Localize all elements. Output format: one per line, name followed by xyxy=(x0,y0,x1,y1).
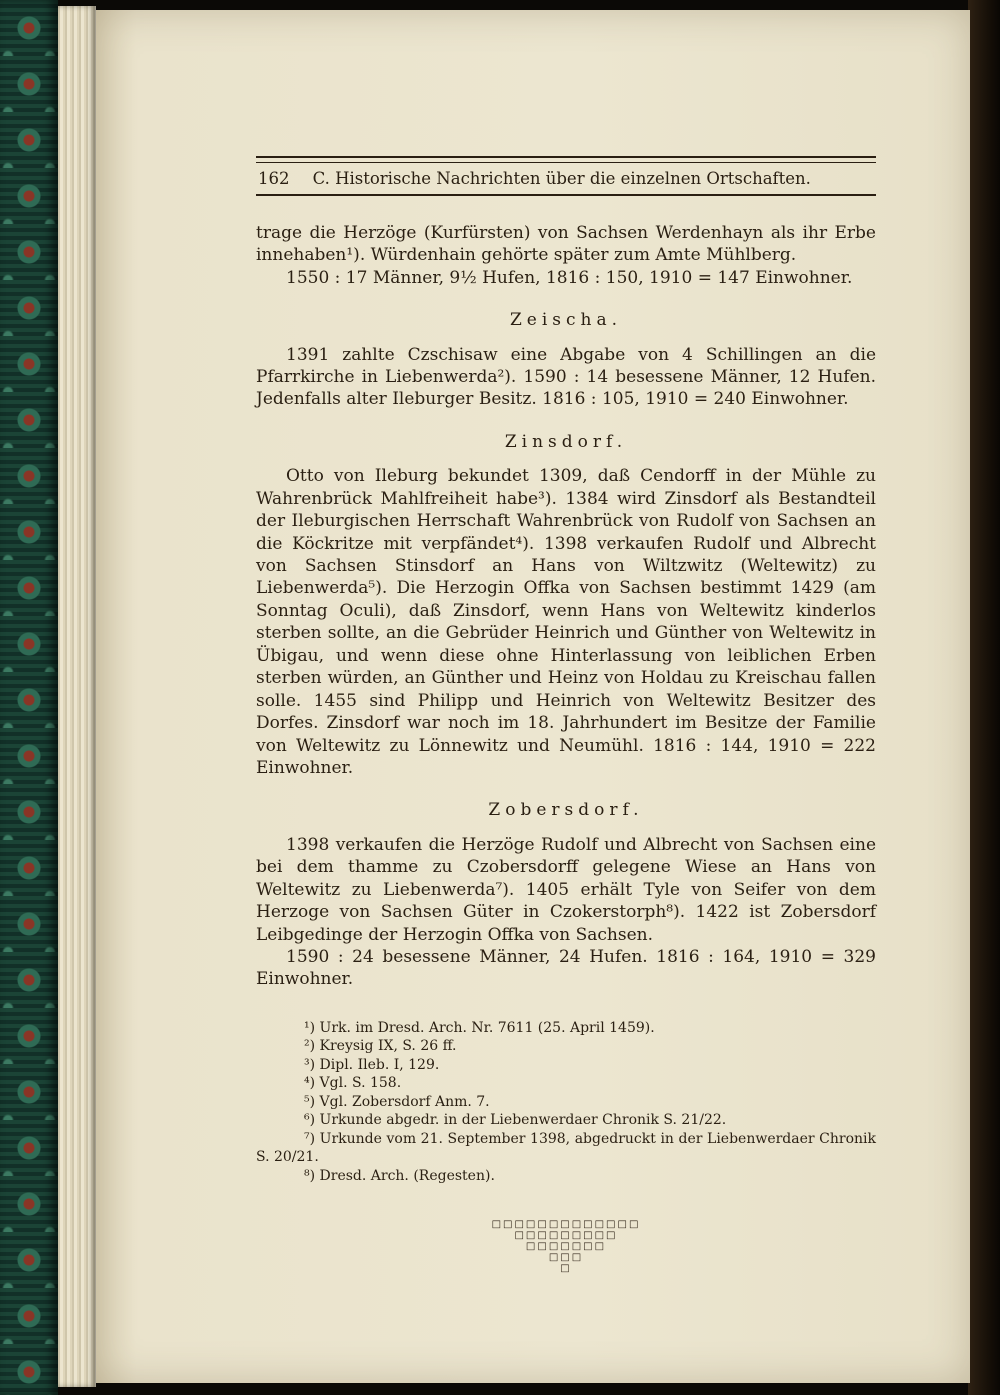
ornament-row: □□□□□□□ xyxy=(525,1241,607,1253)
section-heading-zinsdorf: Zinsdorf. xyxy=(504,431,628,452)
intro-stats-line: 1550 : 17 Männer, 9½ Hufen, 1816 : 150, 1910 = 147 Einwohner. xyxy=(286,267,853,288)
paragraph-zinsdorf: Otto von Ileburg bekundet 1309, daß Cendorff in der Mühle zu Wahrenbrück Mahlfreiheit habe³). 1384 wird Zinsdorf als Bestandteil der Ileburgischen Herrschaft Wahrenbrück von Rudolf von Sachsen an die Köckritze mit verpfändet⁴). 1398 verkaufen Rudolf und Albrecht von Sachsen Stinsdorf an Hans von Wiltzwitz (Weltewitz) zu Liebenwerda⁵). Die Herzogin Offka von Sachsen bestimmt 1429 (am Sonntag Oculi), daß Zinsdorf, wenn Hans von Weltewitz kinderlos sterben sollte, an die Gebrüder Heinrich und Günther von Weltewitz in Übigau, und wenn diese ohne Hinterlassung von leiblichen Erben sterben würden, an Günther und Heinz von Holdau zu Kreischau fallen solle. 1455 sind Philipp und Heinrich von Weltewitz Besitzer des Dorfes. Zinsdorf war noch im 18. Jahrhundert im Besitze der Familie von Weltewitz zu Lönnewitz und Neumühl. 1816 : 144, 1910 = 222 Einwohner. xyxy=(256,466,876,778)
footnote-4: ⁴) Vgl. S. 158. xyxy=(304,1075,402,1092)
intro-paragraph: trage die Herzöge (Kurfürsten) von Sachsen Werdenhayn als ihr Erbe innehaben¹). Würdenhain gehörte später zum Amte Mühlberg. xyxy=(256,222,876,266)
paragraph-zobersdorf-1: 1398 verkaufen die Herzöge Rudolf und Albrecht von Sachsen eine bei dem thamme zu Czobersdorff gelegene Wiese an Hans von Weltewitz zu Liebenwerda⁷). 1405 erhält Tyle von Seifer von dem Herzoge von Sachsen Güter in Czokerstorph⁸). 1422 ist Zobersdorf Leibgedinge der Herzogin Offka von Sachsen. xyxy=(256,834,876,945)
ornament-row: □ xyxy=(560,1263,572,1275)
ornament-row: □□□□□□□□□ xyxy=(514,1230,618,1242)
section-heading-zobersdorf: Zobersdorf. xyxy=(488,800,644,821)
footnote-8: ⁸) Dresd. Arch. (Regesten). xyxy=(304,1167,495,1184)
paragraph-zobersdorf-2: 1590 : 24 besessene Männer, 24 Hufen. 1816 : 164, 1910 = 329 Einwohner. xyxy=(256,947,876,990)
text-block xyxy=(256,156,876,1274)
footnote-3: ³) Dipl. Ileb. I, 129. xyxy=(304,1056,440,1073)
footnote-7: ⁷) Urkunde vom 21. September 1398, abgedruckt in der Liebenwerdaer Chronik S. 20/21. xyxy=(256,1130,876,1166)
tailpiece-ornament xyxy=(256,1219,876,1274)
book-page xyxy=(96,10,970,1383)
paragraph-zeischa: 1391 zahlte Czschisaw eine Abgabe von 4 Schillingen an die Pfarrkirche in Liebenwerda²). 1590 : 14 besessene Männer, 12 Hufen. Jedenfalls alter Ileburger Besitz. 1816 : 105, 1910 = 240 Einwohner. xyxy=(256,344,876,410)
background-bottom-edge xyxy=(0,1383,1000,1395)
footnotes-block xyxy=(256,1019,876,1185)
running-header-title: C. Historische Nachrichten über die einzelnen Ortschaften. xyxy=(312,169,811,188)
header-double-rule xyxy=(256,156,876,163)
book-right-edge xyxy=(968,0,1000,1395)
page-number: 162 xyxy=(258,169,290,188)
ornament-row: □□□□□□□□□□□□□ xyxy=(491,1219,641,1231)
footnote-1: ¹) Urk. im Dresd. Arch. Nr. 7611 (25. April 1459). xyxy=(304,1019,655,1036)
footnote-6: ⁶) Urkunde abgedr. in der Liebenwerdaer Chronik S. 21/22. xyxy=(304,1112,727,1129)
running-header xyxy=(256,163,876,194)
footnote-2: ²) Kreysig IX, S. 26 ff. xyxy=(304,1038,457,1055)
stacked-page-edges xyxy=(58,6,96,1387)
footnote-5: ⁵) Vgl. Zobersdorf Anm. 7. xyxy=(304,1093,490,1110)
ornament-row: □□□ xyxy=(548,1252,584,1264)
background-top-edge xyxy=(0,0,1000,10)
book-spine-binding xyxy=(0,0,58,1395)
section-heading-zeischa: Zeischa. xyxy=(509,310,623,331)
header-bottom-rule xyxy=(256,194,876,196)
